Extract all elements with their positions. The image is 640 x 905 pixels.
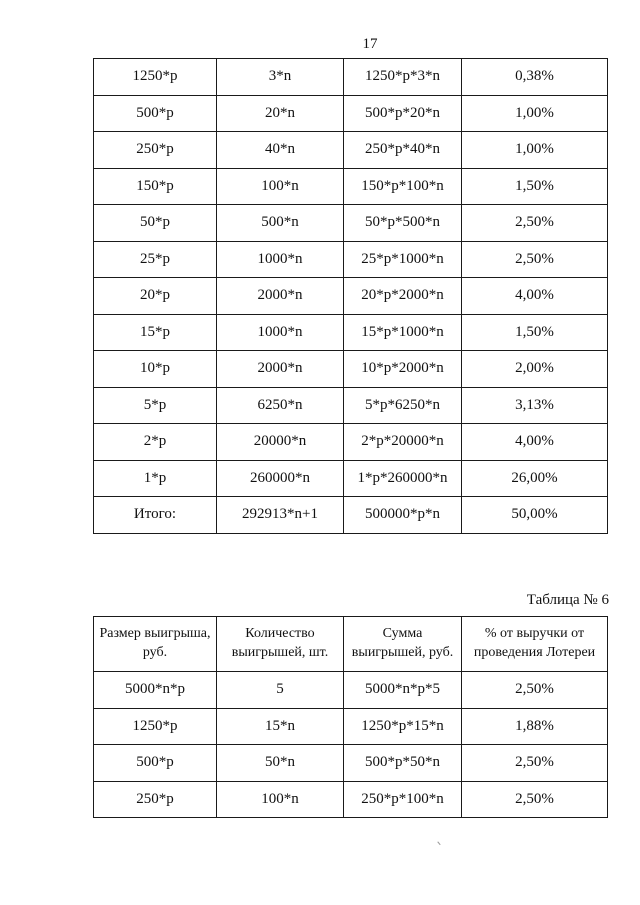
- prize-count-cell: 1000*n: [217, 241, 344, 278]
- prize-count-cell: 100*n: [217, 168, 344, 205]
- prize-count-cell: 100*n: [217, 781, 344, 818]
- prize-sum-cell: 1250*р*3*n: [344, 59, 462, 96]
- table-row: [94, 95, 608, 132]
- prize-sum-cell: 1*р*260000*n: [344, 460, 462, 497]
- header-prize-sum: Сумма выигрышей, руб.: [344, 617, 462, 672]
- revenue-percent-cell: 1,50%: [462, 168, 608, 205]
- table-row: [94, 781, 608, 818]
- prize-sum-cell: 500*р*20*n: [344, 95, 462, 132]
- revenue-percent-cell: 26,00%: [462, 460, 608, 497]
- prize-size-cell: 500*р: [94, 95, 217, 132]
- table-row: [94, 132, 608, 169]
- prize-count-cell: 5: [217, 672, 344, 709]
- prize-sum-cell: 20*р*2000*n: [344, 278, 462, 315]
- prize-sum-cell: 50*р*500*n: [344, 205, 462, 242]
- prize-table-6: [93, 616, 608, 818]
- prize-sum-cell: 250*р*100*n: [344, 781, 462, 818]
- table-6-caption: Таблица № 6: [526, 592, 609, 608]
- header-prize-count: Количество выигрышей, шт.: [217, 617, 344, 672]
- prize-table-body: [94, 59, 608, 534]
- total-label-cell: Итого:: [94, 497, 217, 534]
- revenue-percent-cell: 2,50%: [462, 205, 608, 242]
- prize-size-cell: 1250*р: [94, 59, 217, 96]
- prize-size-cell: 1*р: [94, 460, 217, 497]
- prize-size-cell: 5*р: [94, 387, 217, 424]
- revenue-percent-cell: 1,00%: [462, 132, 608, 169]
- prize-count-cell: 50*n: [217, 745, 344, 782]
- prize-count-cell: 2000*n: [217, 278, 344, 315]
- prize-size-cell: 250*р: [94, 781, 217, 818]
- prize-sum-cell: 5000*n*р*5: [344, 672, 462, 709]
- prize-count-cell: 1000*n: [217, 314, 344, 351]
- table-header-row: [94, 617, 608, 672]
- prize-sum-cell: 25*р*1000*n: [344, 241, 462, 278]
- prize-sum-cell: 150*р*100*n: [344, 168, 462, 205]
- revenue-percent-cell: 4,00%: [462, 424, 608, 461]
- page-number: 17: [362, 36, 378, 52]
- header-revenue-percent: % от выручки от проведения Лотереи: [462, 617, 608, 672]
- prize-sum-cell: 250*р*40*n: [344, 132, 462, 169]
- prize-sum-cell: 1250*р*15*n: [344, 708, 462, 745]
- prize-count-cell: 15*n: [217, 708, 344, 745]
- prize-sum-cell: 5*р*6250*n: [344, 387, 462, 424]
- scan-mark: [437, 839, 443, 845]
- total-percent-cell: 50,00%: [462, 497, 608, 534]
- prize-count-cell: 3*n: [217, 59, 344, 96]
- table-row: [94, 241, 608, 278]
- table-row: [94, 205, 608, 242]
- prize-count-cell: 500*n: [217, 205, 344, 242]
- revenue-percent-cell: 1,00%: [462, 95, 608, 132]
- table-row: [94, 708, 608, 745]
- prize-size-cell: 20*р: [94, 278, 217, 315]
- prize-count-cell: 6250*n: [217, 387, 344, 424]
- table-row: [94, 59, 608, 96]
- table-row: [94, 460, 608, 497]
- prize-size-cell: 150*р: [94, 168, 217, 205]
- prize-size-cell: 10*р: [94, 351, 217, 388]
- total-row: [94, 497, 608, 534]
- prize-sum-cell: 2*р*20000*n: [344, 424, 462, 461]
- revenue-percent-cell: 2,50%: [462, 672, 608, 709]
- table-row: [94, 672, 608, 709]
- revenue-percent-cell: 4,00%: [462, 278, 608, 315]
- total-sum-cell: 500000*р*n: [344, 497, 462, 534]
- prize-table-continued: [93, 58, 608, 534]
- prize-size-cell: 15*р: [94, 314, 217, 351]
- table-row: [94, 424, 608, 461]
- prize-size-cell: 25*р: [94, 241, 217, 278]
- table-row: [94, 387, 608, 424]
- prize-count-cell: 260000*n: [217, 460, 344, 497]
- prize-size-cell: 250*р: [94, 132, 217, 169]
- header-prize-size: Размер выигрыша, руб.: [94, 617, 217, 672]
- prize-count-cell: 40*n: [217, 132, 344, 169]
- prize-size-cell: 1250*р: [94, 708, 217, 745]
- revenue-percent-cell: 2,00%: [462, 351, 608, 388]
- prize-count-cell: 2000*n: [217, 351, 344, 388]
- prize-count-cell: 20000*n: [217, 424, 344, 461]
- revenue-percent-cell: 1,88%: [462, 708, 608, 745]
- prize-size-cell: 2*р: [94, 424, 217, 461]
- prize-sum-cell: 500*р*50*n: [344, 745, 462, 782]
- prize-size-cell: 50*р: [94, 205, 217, 242]
- prize-count-cell: 20*n: [217, 95, 344, 132]
- table-row: [94, 278, 608, 315]
- revenue-percent-cell: 0,38%: [462, 59, 608, 96]
- table-row: [94, 168, 608, 205]
- revenue-percent-cell: 2,50%: [462, 781, 608, 818]
- revenue-percent-cell: 2,50%: [462, 241, 608, 278]
- prize-size-cell: 500*р: [94, 745, 217, 782]
- revenue-percent-cell: 2,50%: [462, 745, 608, 782]
- revenue-percent-cell: 3,13%: [462, 387, 608, 424]
- prize-sum-cell: 15*р*1000*n: [344, 314, 462, 351]
- table-row: [94, 351, 608, 388]
- total-count-cell: 292913*n+1: [217, 497, 344, 534]
- prize-sum-cell: 10*р*2000*n: [344, 351, 462, 388]
- prize-size-cell: 5000*n*р: [94, 672, 217, 709]
- table-row: [94, 314, 608, 351]
- revenue-percent-cell: 1,50%: [462, 314, 608, 351]
- table-row: [94, 745, 608, 782]
